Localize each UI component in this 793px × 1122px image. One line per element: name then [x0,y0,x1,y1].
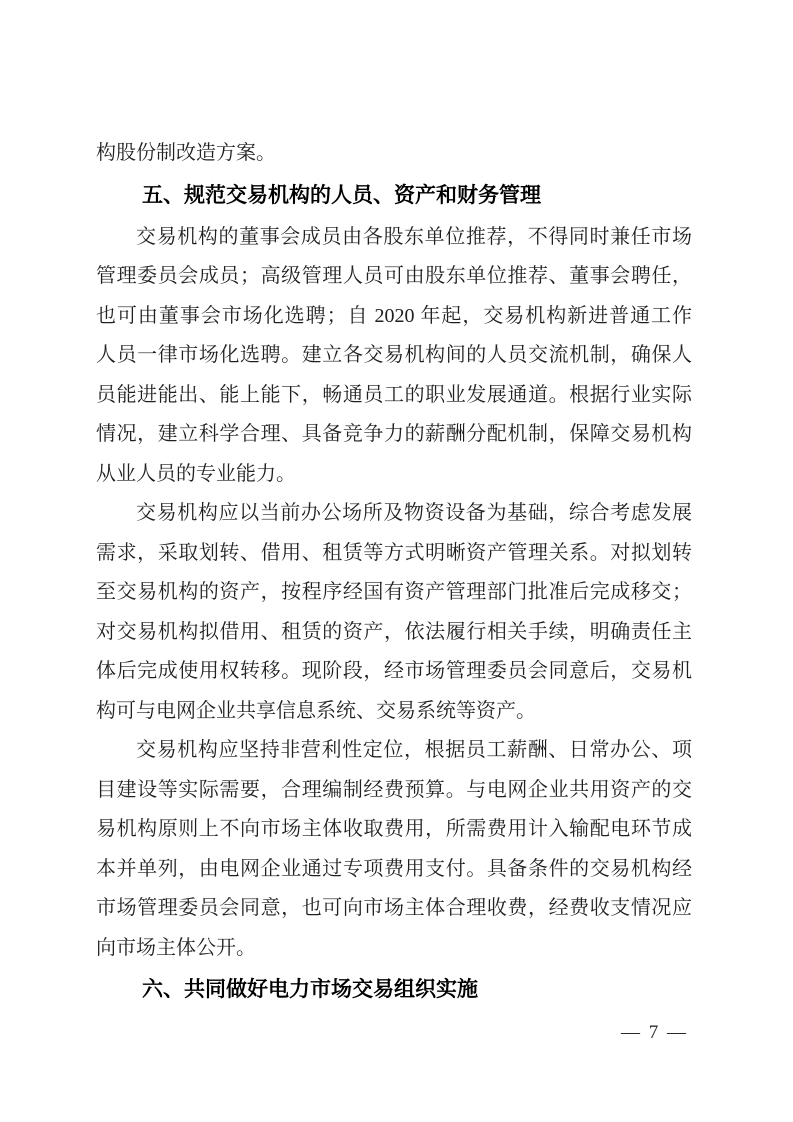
paragraph-line: 交易机构应以当前办公场所及物资设备为基础，综合考虑发展 [136,502,692,524]
paragraph-line: 交易机构的董事会成员由各股东单位推荐，不得同时兼任市场 [136,225,692,248]
paragraph-line: 从业人员的专业能力。 [96,462,296,485]
document-body [96,134,692,1044]
paragraph-line: 至交易机构的资产，按程序经国有资产管理部门批准后完成移交； [96,581,692,603]
paragraph-line: 需求，采取划转、借用、租赁等方式明晰资产管理关系。对拟划转 [96,541,692,564]
paragraph-line: 情况，建立科学合理、具备竞争力的薪酬分配机制，保障交易机构 [96,423,692,445]
paragraph-line: 对交易机构拟借用、租赁的资产，依法履行相关手续，明确责任主 [96,620,692,643]
paragraph-line: 交易机构应坚持非营利性定位，根据员工薪酬、日常办公、项 [136,739,692,761]
page-number: — 7 — [621,1022,688,1043]
paragraph-line: 也可由董事会市场化选聘；自 2020 年起，交易机构新进普通工作 [96,304,692,327]
paragraph-line: 员能进能出、能上能下，畅通员工的职业发展通道。根据行业实际 [96,383,692,406]
section-heading: 六、共同做好电力市场交易组织实施 [142,978,478,1001]
section-heading: 五、规范交易机构的人员、资产和财务管理 [142,183,541,207]
paragraph-line: 体后完成使用权转移。现阶段，经市场管理委员会同意后，交易机 [96,660,692,682]
paragraph-line: 本并单列，由电网企业通过专项费用支付。具备条件的交易机构经 [96,857,692,880]
paragraph-line: 目建设等实际需要，合理编制经费预算。与电网企业共用资产的交 [96,778,692,801]
paragraph-line: 构股份制改造方案。 [96,142,276,164]
paragraph-line: 人员一律市场化选聘。建立各交易机构间的人员交流机制，确保人 [96,344,692,366]
paragraph-line: 管理委员会成员；高级管理人员可由股东单位推荐、董事会聘任， [96,265,692,287]
paragraph-line: 向市场主体公开。 [96,936,256,959]
paragraph-line: 构可与电网企业共享信息系统、交易系统等资产。 [96,699,536,722]
paragraph-line: 市场管理委员会同意，也可向市场主体合理收费，经费收支情况应 [96,897,692,919]
paragraph-line: 易机构原则上不向市场主体收取费用，所需费用计入输配电环节成 [96,818,692,840]
